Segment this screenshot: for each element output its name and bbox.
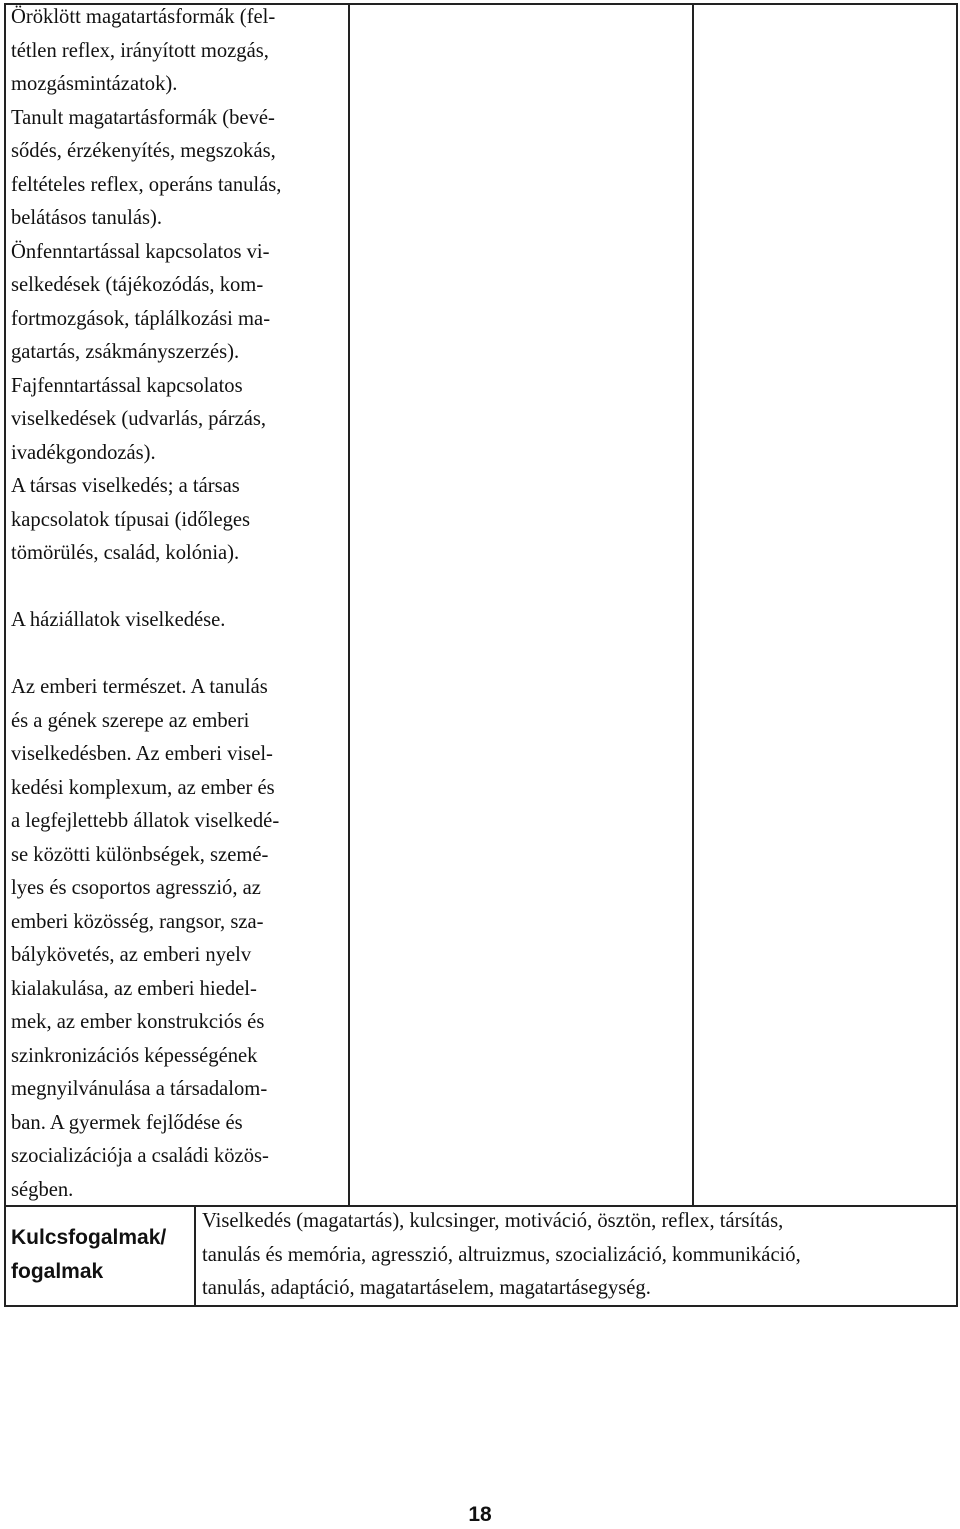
content-line: mek, az ember konstrukciós és — [11, 1011, 265, 1033]
key-concepts-divider — [194, 1205, 196, 1307]
content-line: feltételes reflex, operáns tanulás, — [11, 173, 282, 196]
content-line: A háziállatok viselkedése. — [11, 609, 226, 631]
content-line: tömörülés, család, kolónia). — [11, 542, 240, 564]
content-line: tétlen reflex, irányított mozgás, — [11, 39, 269, 62]
table-border-right — [956, 3, 958, 1307]
content-line: megnyilvánulása a társadalom- — [11, 1078, 268, 1100]
content-line: fortmozgások, táplálkozási ma- — [11, 307, 271, 330]
key-concepts-definition — [202, 1205, 801, 1306]
key-concepts-definition-line: tanulás és memória, agresszió, altruizmus, szocializáció, kommunikáció, — [202, 1243, 801, 1266]
content-line: Tanult magatartásformák (bevé- — [11, 106, 275, 129]
content-line: a legfejlettebb állatok viselkedé- — [11, 810, 280, 832]
content-line: gatartás, zsákmányszerzés). — [11, 341, 240, 363]
content-line: Az emberi természet. A tanulás — [11, 676, 268, 698]
content-line: ivadékgondozás). — [11, 441, 156, 464]
content-line: emberi közösség, rangsor, sza- — [11, 910, 264, 933]
content-line — [11, 571, 281, 605]
column-divider-1 — [348, 3, 350, 1206]
content-line: kialakulása, az emberi hiedel- — [11, 977, 257, 1000]
content-line: bálykövetés, az emberi nyelv — [11, 944, 252, 966]
content-line: viselkedések (udvarlás, párzás, — [11, 408, 267, 430]
content-line: Fajfenntartással kapcsolatos — [11, 374, 243, 397]
content-line: A társas viselkedés; a társas — [11, 475, 240, 497]
key-concepts-definition-line: Viselkedés (magatartás), kulcsinger, motiváció, ösztön, reflex, társítás, — [202, 1210, 784, 1232]
table-border-left — [4, 3, 6, 1307]
content-line: szinkronizációs képességének — [11, 1044, 258, 1067]
column-divider-2 — [692, 3, 694, 1206]
content-line — [11, 638, 281, 672]
content-line: mozgásmintázatok). — [11, 73, 178, 95]
key-concepts-label-line: fogalmak — [11, 1260, 104, 1283]
key-concepts-label — [11, 1221, 166, 1289]
content-line: Öröklött magatartásformák (fel- — [11, 6, 276, 28]
content-line: sődés, érzékenyítés, megszokás, — [11, 140, 276, 162]
content-line: kedési komplexum, az ember és — [11, 776, 275, 799]
page-number: 18 — [468, 1503, 492, 1526]
content-line: lyes és csoportos agresszió, az — [11, 877, 261, 899]
content-line: belátásos tanulás). — [11, 207, 162, 229]
key-concepts-label-line: Kulcsfogalmak/ — [11, 1226, 167, 1249]
content-line: kapcsolatok típusai (időleges — [11, 508, 251, 531]
content-line: Önfenntartással kapcsolatos vi- — [11, 240, 270, 263]
content-line: viselkedésben. Az emberi visel- — [11, 743, 273, 765]
content-line: szocializációja a családi közös- — [11, 1145, 269, 1167]
content-line: selkedések (tájékozódás, kom- — [11, 274, 264, 296]
content-line: ségben. — [11, 1178, 74, 1201]
content-cell — [11, 1, 281, 1207]
content-line: se közötti különbségek, szemé- — [11, 843, 269, 866]
key-concepts-definition-line: tanulás, adaptáció, magatartáselem, magatartásegység. — [202, 1277, 651, 1299]
content-line: ban. A gyermek fejlődése és — [11, 1111, 243, 1134]
content-line: és a gének szerepe az emberi — [11, 709, 250, 732]
